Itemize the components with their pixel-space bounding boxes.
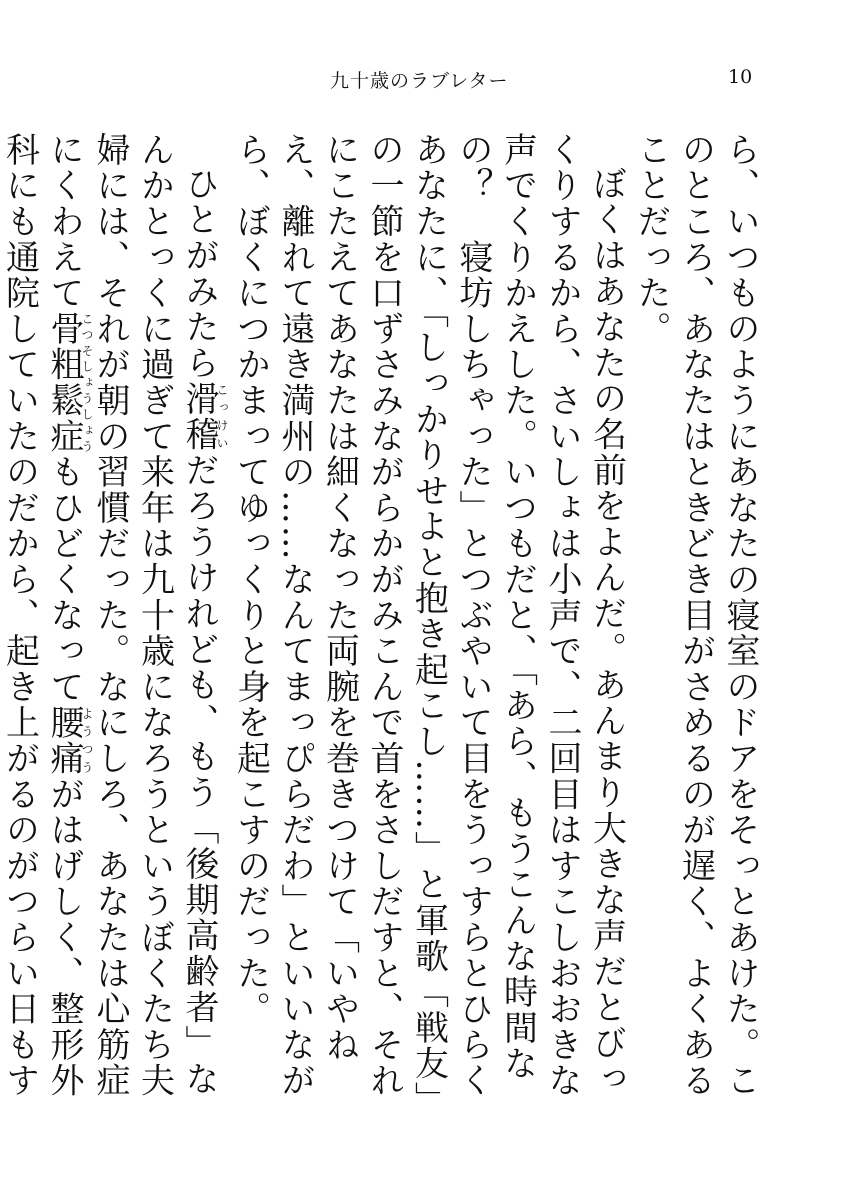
paragraph-3-text-a: ひとがみたら	[179, 166, 219, 381]
running-header	[0, 66, 841, 96]
ruby-kotsusoshosho	[44, 311, 94, 455]
ruby-kotsusoshosho-base: 骨粗鬆症	[44, 311, 84, 455]
ruby-youtsuu	[44, 704, 94, 777]
ruby-kokkei-reading: こっけい	[215, 380, 229, 453]
ruby-kokkei-base: 滑稽	[179, 380, 219, 453]
paragraph-1: ら、いつものようにあなたの寝室のドアをそっとあけた。このところ、あなたはときどき目がさめるのが遅く、よくあることだった。	[631, 132, 760, 1099]
paragraph-3-text-c: もひどくなって	[44, 454, 84, 705]
paragraph-3-text-b: だろうけれども、もう「後期高齢者」なんかとっくに過ぎて来年は九十歳になろうというぼくたち夫婦には、それが朝の習慣だった。なにしろ、あなたは心筋症にくわえて	[44, 132, 219, 1099]
page-number: 10	[728, 66, 753, 88]
book-title: 九十歳のラブレター	[330, 70, 509, 92]
ruby-kokkei	[179, 380, 229, 453]
ruby-youtsuu-base: 腰痛	[44, 704, 84, 777]
paragraph-2: ぼくはあなたの名前をよんだ。あんまり大きな声だとびっくりするから、さいしょは小声で、二回目はすこしおおきな声でくりかえした。いつもだと、「あら、もうこんな時間なの？ 寝坊しちゃった」とつぶやいて目をうっすらとひらくあなたに、「しっかりせよと抱き起こし……」と軍歌「戦友」の一節を口ずさみながらかがみこんで首をさしだすと、それにこたえてあなたは細くなった両腕を巻きつけて「いやねえ、離れて遠き満州の……なんてまっぴらだわ」といいながら、ぼくにつかまってゆっくりと身を起こすのだった。	[230, 132, 627, 1118]
ruby-kotsusoshosho-reading: こつそしょうしょう	[80, 311, 94, 455]
body-text	[0, 132, 762, 1132]
paragraph-3-text-d: がはげしく、整形外科にも通院していたのだから、起き上がるのがつらい日もす	[0, 132, 84, 1099]
ruby-youtsuu-reading: ようつう	[80, 704, 94, 777]
paragraph-3	[0, 132, 228, 1132]
